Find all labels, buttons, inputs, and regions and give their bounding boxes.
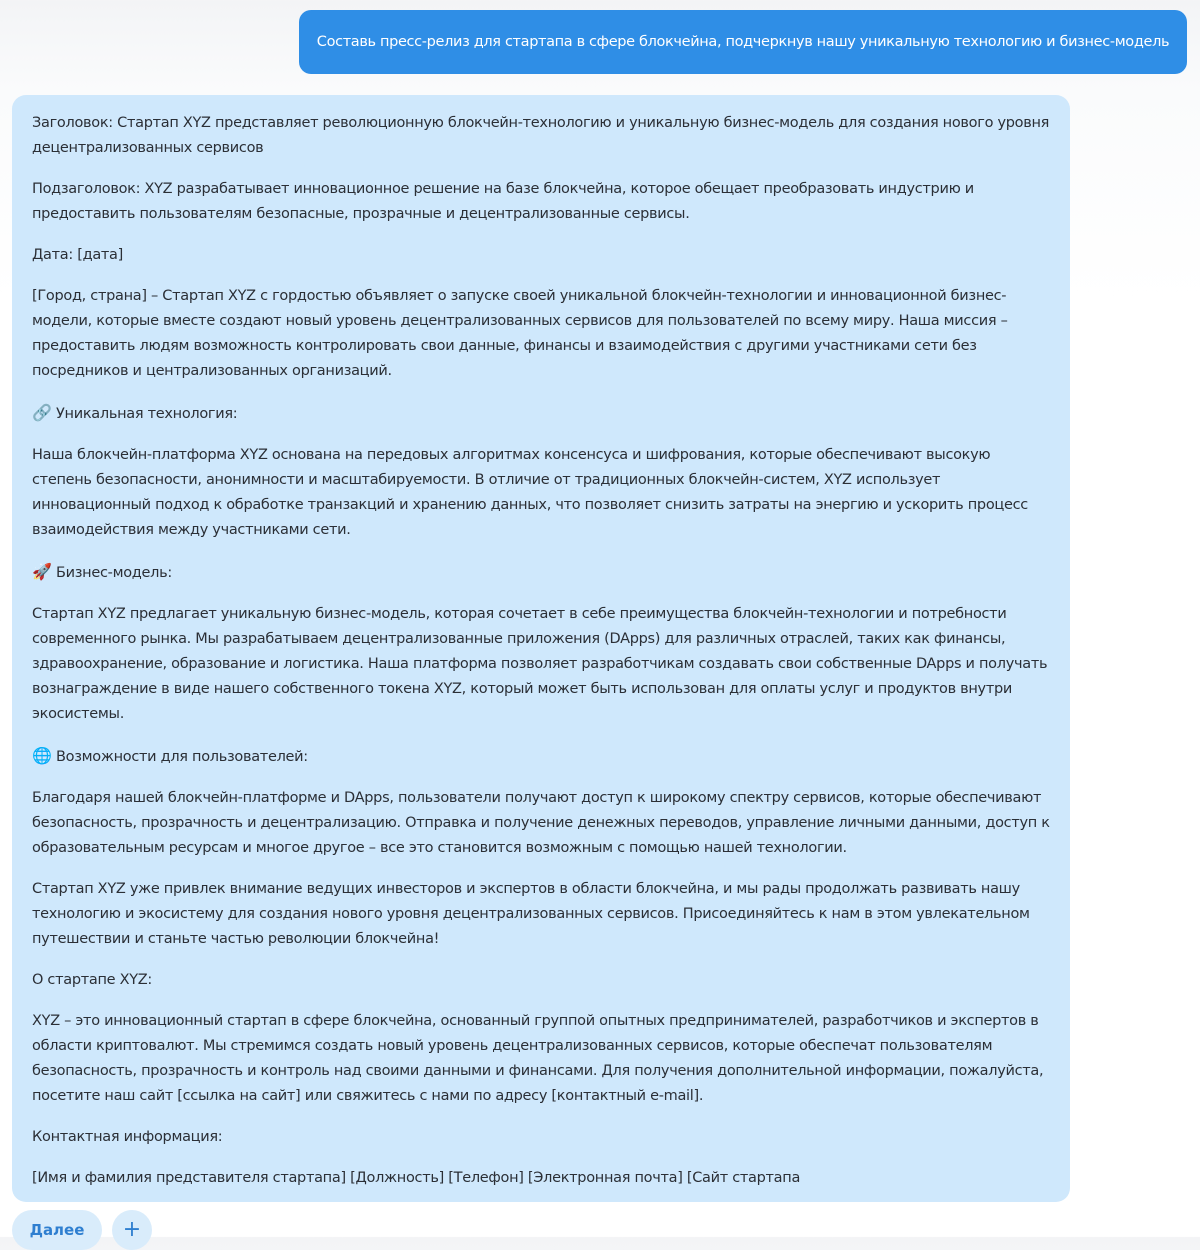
- press-release-subheadline: Подзаголовок: XYZ разрабатывает инновационное решение на базе блокчейна, которое обещает преобразовать индустрию и предоставить пользователям безопасные, прозрачные и децентрализованные сервисы.: [32, 181, 974, 222]
- next-button[interactable]: Далее: [12, 1210, 102, 1250]
- contact-body: [Имя и фамилия представителя стартапа] [Должность] [Телефон] [Электронная почта] [Сайт стартапа: [32, 1170, 801, 1186]
- user-opportunities-heading-text: Возможности для пользователей:: [56, 749, 308, 765]
- technology-heading: [32, 400, 1050, 427]
- contact-heading: Контактная информация:: [32, 1129, 223, 1145]
- business-model-body: Стартап XYZ предлагает уникальную бизнес-модель, которая сочетает в себе преимущества блокчейн-технологии и потребности современного рынка. Мы разрабатываем децентрализованные приложения (DApps) для различных отраслей, таких как финансы, здравоохранение, образование и логистика. Наша платформа позволяет разработчикам создавать свои собственные DApps и получать вознаграждение в виде нашего собственного токена XYZ, который может быть использован для оплаты услуг и продуктов внутри экосистемы.: [32, 606, 1048, 722]
- add-button[interactable]: [112, 1210, 152, 1250]
- assistant-message-bubble: [12, 95, 1070, 1202]
- user-message-bubble: [299, 10, 1187, 74]
- press-release-headline: Заголовок: Стартап XYZ представляет революционную блокчейн-технологию и уникальную бизнес-модель для создания нового уровня децентрализованных сервисов: [32, 115, 1050, 156]
- globe-icon: 🌐: [32, 746, 52, 765]
- user-opportunities-body: Благодаря нашей блокчейн-платформе и DApps, пользователи получают доступ к широкому спектру сервисов, которые обеспечивают безопасность, прозрачность и децентрализацию. Отправка и получение денежных переводов, управление личными данными, доступ к образовательным ресурсам и многое другое – все это становится возможным с помощью нашей технологии.: [32, 790, 1050, 856]
- about-body: XYZ – это инновационный стартап в сфере блокчейна, основанный группой опытных предпринимателей, разработчиков и экспертов в области криптовалют. Мы стремимся создать новый уровень децентрализованных сервисов, которые обеспечат пользователям безопасность, прозрачность и контроль над своими данными и финансами. Для получения дополнительной информации, пожалуйста, посетите наш сайт [ссылка на сайт] или свяжитесь с нами по адресу [контактный e-mail].: [32, 1013, 1044, 1104]
- plus-icon: +: [122, 1217, 142, 1242]
- user-opportunities-heading: [32, 743, 1050, 770]
- press-release-date: Дата: [дата]: [32, 247, 123, 263]
- investors-paragraph: Стартап XYZ уже привлек внимание ведущих инвесторов и экспертов в области блокчейна, и мы рады продолжать развивать нашу технологию и экосистему для создания нового уровня децентрализованных сервисов. Присоединяйтесь к нам в этом увлекательном путешествии и станьте частью революции блокчейна!: [32, 881, 1030, 947]
- rocket-icon: 🚀: [32, 562, 52, 581]
- technology-body: Наша блокчейн-платформа XYZ основана на передовых алгоритмах консенсуса и шифрования, которые обеспечивают высокую степень безопасности, анонимности и масштабируемости. В отличие от традиционных блокчейн-систем, XYZ использует инновационный подход к обработке транзакций и хранению данных, что позволяет снизить затраты на энергию и ускорить процесс взаимодействия между участниками сети.: [32, 447, 1028, 538]
- business-model-heading-text: Бизнес-модель:: [56, 565, 172, 581]
- technology-heading-text: Уникальная технология:: [56, 406, 238, 422]
- business-model-heading: [32, 559, 1050, 586]
- link-icon: 🔗: [32, 403, 52, 422]
- user-message-text: Составь пресс-релиз для стартапа в сфере блокчейна, подчеркнув нашу уникальную технологию и бизнес-модель: [316, 34, 1170, 50]
- about-heading: О стартапе XYZ:: [32, 972, 152, 988]
- press-release-intro: [Город, страна] – Стартап XYZ с гордостью объявляет о запуске своей уникальной блокчейн-технологии и инновационной бизнес-модели, которые вместе создают новый уровень децентрализованных сервисов для пользователей по всему миру. Наша миссия – предоставить людям возможность контролировать свои данные, финансы и взаимодействия с другими участниками сети без посредников и централизованных организаций.: [32, 288, 1008, 379]
